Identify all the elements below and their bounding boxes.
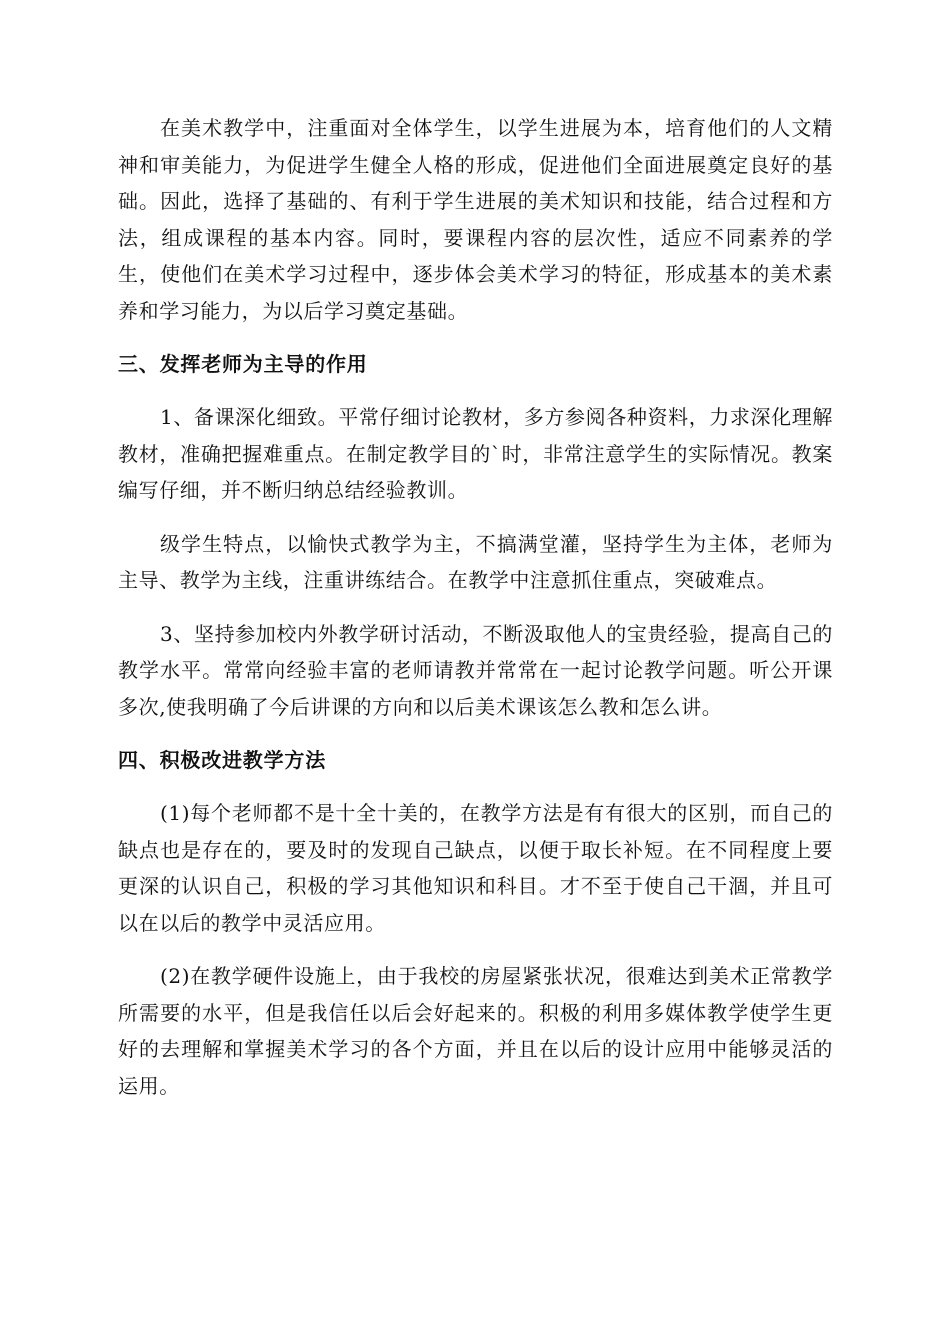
spacer — [118, 329, 833, 346]
intro-paragraph: 在美术教学中，注重面对全体学生，以学生进展为本，培育他们的人文精神和审美能力，为促进学生健全人格的形成，促进他们全面进展奠定良好的基础。因此，选择了基础的、有利于学生进展的美术知识和技能，结合过程和方法，组成课程的基本内容。同时，要课程内容的层次性，适应不同素养的学生，使他们在美术学习过程中，逐步体会美术学习的特征，形成基本的美术素养和学习能力，为以后学习奠定基础。 — [118, 116, 833, 323]
spacer — [118, 382, 833, 399]
spacer — [118, 941, 833, 958]
spacer — [118, 599, 833, 616]
spacer — [118, 725, 833, 742]
section-4-paragraph-2: (2)在教学硬件设施上，由于我校的房屋紧张状况，很难达到美术正常教学所需要的水平，但是我信任以后会好起来的。积极的利用多媒体教学使学生更好的去理解和掌握美术学习的各个方面，并且在以后的设计应用中能够灵活的运用。 — [118, 964, 833, 1098]
section-4-paragraph-1: (1)每个老师都不是十全十美的，在教学方法是有有很大的区别，而自己的缺点也是存在的，要及时的发现自己缺点，以便于取长补短。在不同程度上要更深的认识自己，积极的学习其他知识和科目。才不至于使自己干涸，并且可以在以后的教学中灵活应用。 — [118, 801, 833, 935]
spacer — [118, 509, 833, 526]
document-body — [118, 110, 833, 1104]
section-3-heading: 三、发挥老师为主导的作用 — [118, 352, 368, 376]
section-3-paragraph-2: 级学生特点，以愉快式教学为主，不搞满堂灌，坚持学生为主体，老师为主导、教学为主线，注重讲练结合。在教学中注意抓住重点，突破难点。 — [118, 531, 833, 592]
section-3-paragraph-3: 3、坚持参加校内外教学研讨活动，不断汲取他人的宝贵经验，提高自己的教学水平。常常向经验丰富的老师请教并常常在一起讨论教学问题。听公开课多次,使我明确了今后讲课的方向和以后美术课该怎么教和怎么讲。 — [118, 621, 833, 719]
section-3-paragraph-1: 1、备课深化细致。平常仔细讨论教材，多方参阅各种资料，力求深化理解教材，准确把握难重点。在制定教学目的`时，非常注意学生的实际情况。教案编写仔细，并不断归纳总结经验教训。 — [118, 405, 833, 502]
section-4-heading: 四、积极改进教学方法 — [118, 748, 326, 772]
spacer — [118, 778, 833, 795]
